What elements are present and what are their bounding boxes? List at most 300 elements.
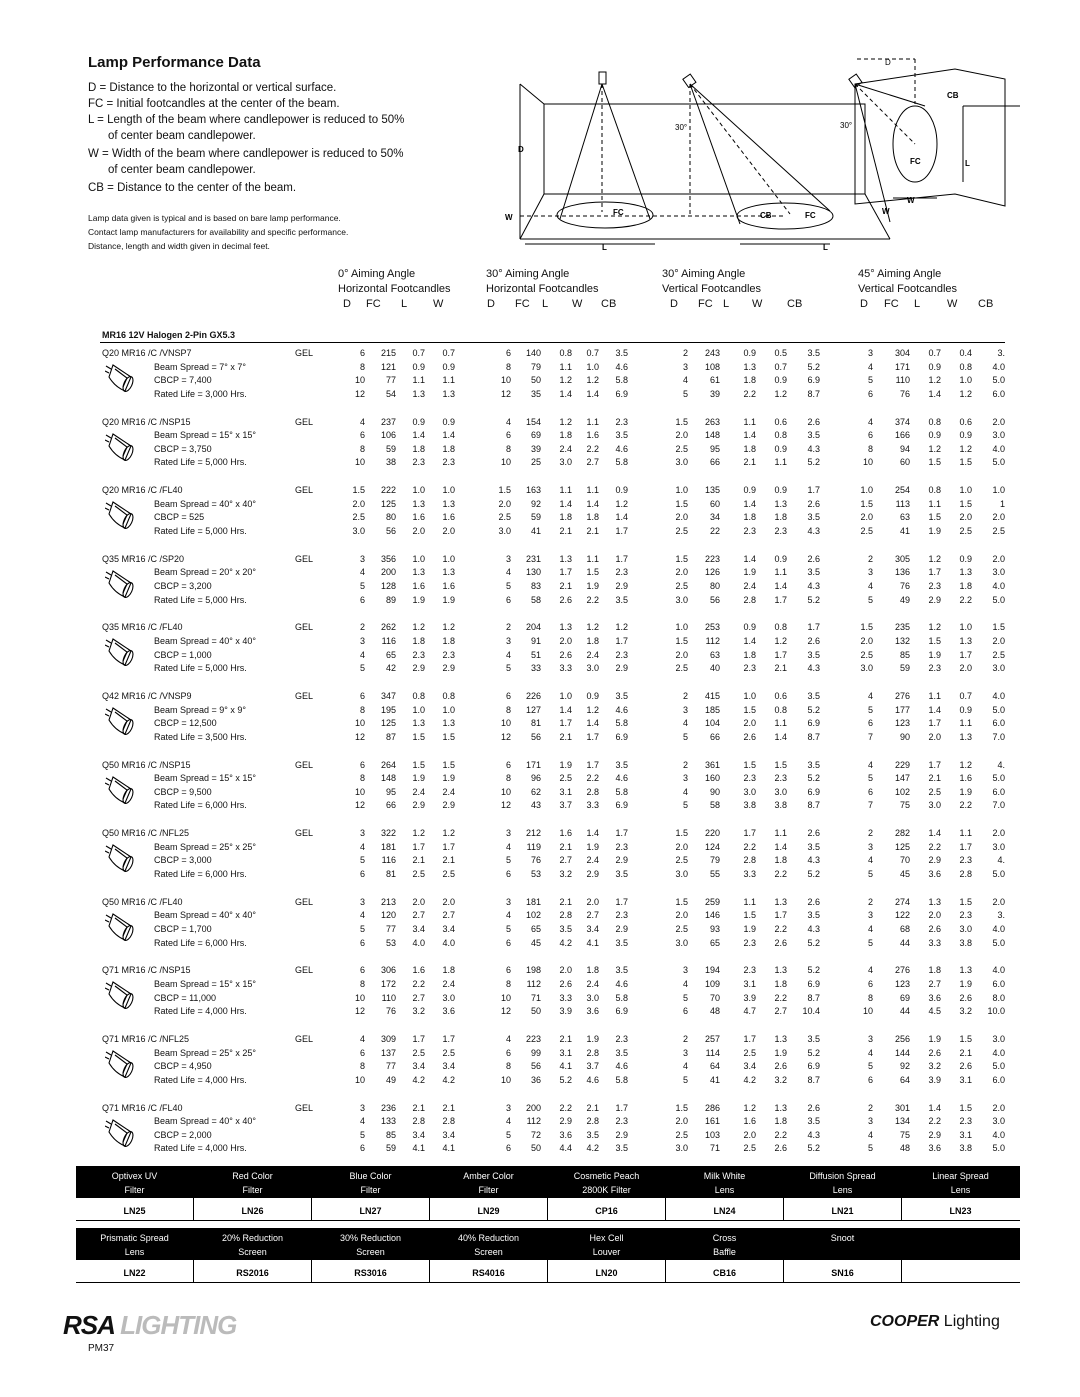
cell-value: 0.8 — [928, 416, 941, 427]
cell-value: 2.1 — [559, 1034, 572, 1044]
cell-value: 5 — [867, 594, 873, 605]
accessory-code: RS2016 — [236, 1268, 269, 1278]
cooper-logo — [870, 1313, 1000, 1331]
cell-value: 1.5 — [442, 731, 455, 742]
cell-value: 4 — [682, 1061, 688, 1072]
cell-value: 5 — [867, 869, 873, 879]
cell-value: 1.5 — [928, 636, 941, 646]
cell-value: 81 — [385, 869, 396, 879]
lamp-socket: GEL — [295, 759, 314, 770]
cell-value: 1.3 — [774, 1102, 787, 1113]
cell-value: 236 — [380, 1102, 396, 1113]
cell-value: 172 — [380, 979, 396, 989]
definition-line: FC = Initial footcandles at the center of the beam. — [88, 98, 340, 110]
cell-value: 1.5 — [586, 567, 599, 578]
cell-value: 2.1 — [559, 581, 572, 591]
cell-value: 2.5 — [992, 649, 1005, 660]
cell-value: 6.9 — [807, 1061, 820, 1072]
cell-value: 3.0 — [675, 1143, 688, 1154]
cell-value: 10 — [354, 992, 365, 1003]
cell-value: 4 — [505, 416, 511, 427]
cell-value: 3.2 — [559, 869, 572, 879]
cell-value: 10 — [500, 1074, 511, 1085]
cell-value: 7.0 — [992, 800, 1005, 811]
cell-value: 112 — [526, 1116, 541, 1127]
cell-value: 1.2 — [615, 498, 628, 509]
cell-value: 2.0 — [860, 512, 873, 523]
cell-value: 1.8 — [774, 1116, 787, 1127]
cell-value: 119 — [526, 841, 541, 852]
cell-value: 3.2 — [928, 1061, 941, 1072]
cell-value: 126 — [704, 567, 720, 578]
cell-value: 5.0 — [992, 869, 1005, 879]
cell-value: 1.7 — [615, 1102, 628, 1113]
lamp-spec: Rated Life = 3,000 Hrs. — [154, 388, 247, 399]
cell-value: 3.0 — [675, 869, 688, 879]
cell-value: 102 — [894, 786, 910, 797]
cell-value: 2.0 — [412, 526, 425, 536]
lamp-socket: GEL — [295, 1102, 314, 1113]
cell-value: 0.9 — [586, 691, 599, 701]
lamp-name: Q35 MR16 /C /SP20 — [102, 553, 185, 564]
cell-value: 3 — [682, 361, 688, 372]
cell-value: 0.8 — [774, 622, 787, 633]
cell-value: 154 — [525, 416, 541, 427]
cell-value: 1.0 — [743, 691, 756, 701]
cell-value: 2.7 — [442, 910, 455, 921]
cell-value: 2.5 — [412, 1047, 425, 1058]
cell-value: 5 — [359, 855, 365, 866]
cell-value: 1.6 — [743, 1116, 756, 1127]
accessory-type: Lens — [124, 1247, 145, 1257]
cell-value: 4 — [682, 375, 688, 386]
cell-value: 5 — [682, 992, 688, 1003]
cell-value: 12 — [500, 731, 511, 742]
cell-value: 4 — [867, 416, 873, 427]
cell-value: 76 — [899, 388, 910, 399]
cell-value: 3.0 — [743, 786, 756, 797]
cell-value: 3.4 — [412, 1061, 425, 1072]
cell-value: 2.0 — [928, 910, 941, 921]
cell-value: 1.7 — [615, 896, 628, 907]
cell-value: 4.2 — [559, 937, 572, 948]
cell-value: 2.3 — [743, 773, 756, 784]
cell-value: 6 — [359, 965, 365, 976]
cell-value: 3.0 — [774, 786, 787, 797]
cell-value: 2.5 — [675, 855, 688, 866]
cell-value: 2.0 — [675, 1116, 688, 1127]
cell-value: 63 — [899, 512, 910, 523]
lamp-spec: Rated Life = 6,000 Hrs. — [154, 869, 247, 879]
cell-value: 3.4 — [442, 924, 455, 934]
accessory-type: Filter — [360, 1185, 381, 1195]
cell-value: 2.1 — [442, 855, 455, 866]
cell-value: 3.8 — [743, 800, 756, 811]
cell-value: 4.0 — [992, 1047, 1005, 1058]
cell-value: 3.7 — [586, 1061, 599, 1072]
cell-value: 75 — [899, 800, 910, 811]
cell-value: 1.4 — [928, 388, 941, 399]
cell-value: 4.6 — [615, 361, 628, 372]
cell-value: 70 — [709, 992, 720, 1003]
cell-value: 8 — [505, 704, 511, 715]
cell-value: 3.3 — [928, 937, 941, 948]
cell-value: 77 — [385, 375, 396, 386]
cell-value: 3. — [997, 348, 1005, 358]
accessory-rule — [76, 1220, 1020, 1221]
cell-value: 3 — [867, 348, 873, 358]
cell-value: 147 — [894, 773, 910, 784]
cell-value: 1.3 — [412, 498, 425, 509]
cell-value: 2.6 — [559, 649, 572, 660]
angle-title: 0° Aiming Angle — [338, 268, 416, 280]
cell-value: 6 — [359, 430, 365, 441]
cell-value: 2.5 — [675, 581, 688, 591]
cell-value: 1.9 — [586, 841, 599, 852]
cell-value: 2.0 — [959, 512, 972, 523]
cell-value: 6.9 — [615, 731, 628, 742]
cell-value: 3 — [867, 567, 873, 578]
cell-value: 4 — [505, 841, 511, 852]
cell-value: 7.0 — [992, 731, 1005, 742]
cell-value: 41 — [530, 526, 541, 536]
cell-value: 5 — [505, 663, 511, 674]
cell-value: 1.7 — [743, 828, 756, 839]
cell-value: 6.9 — [807, 375, 820, 386]
cell-value: 2.0 — [442, 896, 455, 907]
cell-value: 2.1 — [559, 896, 572, 907]
lamp-spec: Beam Spread = 9° x 9° — [154, 704, 246, 715]
cell-value: 5.0 — [992, 1143, 1005, 1154]
cell-value: 1.7 — [928, 759, 941, 770]
cell-value: 2.6 — [959, 992, 972, 1003]
cell-value: 1.2 — [586, 704, 599, 715]
cell-value: 5 — [867, 704, 873, 715]
cell-value: 301 — [894, 1102, 910, 1113]
cell-value: 2.9 — [615, 663, 628, 674]
cell-value: 200 — [380, 567, 396, 578]
cell-value: 2.3 — [615, 910, 628, 921]
cell-value: 2.6 — [928, 924, 941, 934]
cell-value: 3.6 — [586, 1006, 599, 1017]
cell-value: 1.4 — [586, 828, 599, 839]
cell-value: 2.3 — [743, 526, 756, 536]
cell-value: 2.0 — [675, 910, 688, 921]
cell-value: 4.3 — [807, 663, 820, 674]
cell-value: 2.3 — [959, 1116, 972, 1127]
cell-value: 1.4 — [774, 731, 787, 742]
cell-value: 1.5 — [442, 759, 455, 770]
cell-value: 63 — [709, 649, 720, 660]
cell-value: 39 — [530, 443, 541, 454]
cell-value: 3.6 — [928, 1143, 941, 1154]
cell-value: 10 — [862, 457, 873, 468]
cell-value: 6 — [505, 937, 511, 948]
cell-value: 2.6 — [774, 937, 787, 948]
accessory-divider — [193, 1260, 194, 1282]
cell-value: 134 — [894, 1116, 910, 1127]
cell-value: 1.6 — [959, 773, 972, 784]
cell-value: 1.3 — [442, 388, 455, 399]
cell-value: 2.6 — [928, 1047, 941, 1058]
cell-value: 2.0 — [743, 718, 756, 729]
cell-value: 2.8 — [412, 1116, 425, 1127]
cell-value: 45 — [530, 937, 541, 948]
cell-value: 177 — [894, 704, 910, 715]
lamp-socket: GEL — [295, 348, 314, 358]
cell-value: 10 — [500, 718, 511, 729]
cell-value: 0.9 — [959, 430, 972, 441]
accessory-divider — [429, 1198, 430, 1220]
page-number: PM37 — [88, 1343, 115, 1354]
lamp-socket: GEL — [295, 896, 314, 907]
cell-value: 1.3 — [442, 498, 455, 509]
cell-value: 1.5 — [675, 636, 688, 646]
cell-value: 231 — [525, 553, 541, 564]
cell-value: 6 — [505, 1143, 511, 1154]
cooper-logo-light: Lighting — [939, 1313, 1000, 1330]
cell-value: 70 — [899, 855, 910, 866]
cell-value: 6 — [359, 691, 365, 701]
cell-value: 2.9 — [586, 869, 599, 879]
cell-value: 4 — [359, 910, 365, 921]
cell-value: 1.4 — [928, 704, 941, 715]
cell-value: 4.3 — [807, 526, 820, 536]
cell-value: 4.6 — [615, 773, 628, 784]
cell-value: 3.0 — [992, 430, 1005, 441]
cell-value: 5.0 — [992, 704, 1005, 715]
cell-value: 110 — [381, 992, 396, 1003]
cell-value: 8 — [359, 1061, 365, 1072]
cell-value: 2.4 — [743, 581, 756, 591]
label-cb-floor: CB — [760, 211, 772, 220]
cell-value: 4 — [505, 567, 511, 578]
cell-value: 2.8 — [442, 1116, 455, 1127]
cell-value: 85 — [385, 1129, 396, 1140]
cell-value: 3 — [505, 553, 511, 564]
cell-value: 1.0 — [442, 553, 455, 564]
cell-value: 2.6 — [959, 1061, 972, 1072]
cell-value: 2.8 — [743, 855, 756, 866]
cell-value: 92 — [899, 1061, 910, 1072]
accessory-code: LN24 — [713, 1206, 736, 1216]
cell-value: 1.2 — [959, 388, 972, 399]
cell-value: 90 — [709, 786, 720, 797]
cell-value: 1.5 — [992, 622, 1005, 633]
cell-value: 5.0 — [992, 1061, 1005, 1072]
accessory-name: Blue Color — [349, 1171, 392, 1181]
cell-value: 3.9 — [559, 1006, 572, 1017]
cell-value: 3.8 — [959, 937, 972, 948]
cell-value: 2.1 — [559, 731, 572, 742]
lamp-spec: Beam Spread = 40° x 40° — [154, 636, 257, 646]
label-d-left: D — [518, 145, 524, 154]
cell-value: 0.9 — [615, 485, 628, 496]
lamp-name: Q50 MR16 /C /NSP15 — [102, 759, 191, 770]
cell-value: 2.7 — [928, 979, 941, 989]
cell-value: 1.7 — [442, 841, 455, 852]
cell-value: 2.0 — [559, 636, 572, 646]
cell-value: 3.2 — [774, 1074, 787, 1085]
label-angle-wall: 30° — [840, 121, 853, 130]
cell-value: 2.0 — [586, 896, 599, 907]
cell-value: 1.1 — [928, 691, 941, 701]
cell-value: 55 — [709, 869, 720, 879]
cell-value: 125 — [380, 718, 396, 729]
cell-value: 2.0 — [675, 567, 688, 578]
accessory-code: LN23 — [949, 1206, 972, 1216]
column-header: D — [487, 298, 495, 310]
cell-value: 10.0 — [987, 1006, 1005, 1017]
cell-value: 286 — [704, 1102, 720, 1113]
cell-value: 4 — [359, 416, 365, 427]
cell-value: 1.7 — [959, 841, 972, 852]
cell-value: 140 — [525, 348, 541, 358]
cell-value: 2.3 — [442, 649, 455, 660]
cell-value: 2.3 — [442, 457, 455, 468]
cell-value: 5.2 — [807, 773, 820, 784]
lamp-socket: GEL — [295, 1034, 314, 1044]
cell-value: 4.0 — [992, 443, 1005, 454]
label-fc-mid: FC — [805, 211, 816, 220]
cell-value: 6 — [359, 1047, 365, 1058]
cell-value: 1.7 — [412, 841, 425, 852]
cell-value: 1.7 — [615, 636, 628, 646]
cell-value: 2.5 — [442, 869, 455, 879]
cell-value: 1.2 — [774, 388, 787, 399]
cell-value: 3.0 — [352, 526, 365, 536]
cell-value: 0.9 — [442, 361, 455, 372]
cell-value: 4.0 — [992, 691, 1005, 701]
cell-value: 3.7 — [559, 800, 572, 811]
cell-value: 3.6 — [442, 1006, 455, 1017]
note-line: Contact lamp manufacturers for availability and specific performance. — [88, 227, 349, 237]
cell-value: 2.5 — [992, 526, 1005, 536]
label-d-top: D — [885, 58, 891, 67]
cell-value: 2.7 — [412, 992, 425, 1003]
cell-value: 1.1 — [586, 485, 599, 496]
cell-value: 2.0 — [675, 649, 688, 660]
cell-value: 2.0 — [352, 498, 365, 509]
accessory-code: LN22 — [123, 1268, 146, 1278]
cell-value: 166 — [894, 430, 910, 441]
accessory-name: 40% Reduction — [457, 1233, 520, 1243]
cell-value: 2.1 — [559, 841, 572, 852]
cell-value: 1.1 — [774, 457, 787, 468]
cell-value: 114 — [705, 1047, 720, 1058]
cell-value: 56 — [385, 526, 396, 536]
cell-value: 1.5 — [498, 485, 511, 496]
cell-value: 146 — [704, 910, 720, 921]
cell-value: 1.0 — [959, 375, 972, 386]
cell-value: 3.3 — [559, 663, 572, 674]
cell-value: 1.3 — [774, 965, 787, 976]
lamp-icon — [105, 430, 145, 466]
cell-value: 215 — [380, 348, 396, 358]
cell-value: 125 — [380, 498, 396, 509]
accessory-code: CB16 — [712, 1268, 736, 1278]
accessory-type: Louver — [592, 1247, 621, 1257]
cell-value: 0.8 — [959, 361, 972, 372]
cell-value: 2.0 — [992, 1102, 1005, 1113]
cell-value: 5 — [505, 924, 511, 934]
cell-value: 2.9 — [615, 924, 628, 934]
cell-value: 95 — [709, 443, 720, 454]
cell-value: 56 — [530, 731, 541, 742]
cell-value: 2.2 — [586, 443, 599, 454]
cell-value: 12 — [354, 800, 365, 811]
cell-value: 1.5 — [959, 498, 972, 509]
cell-value: 3.0 — [675, 457, 688, 468]
cell-value: 3.5 — [807, 348, 820, 358]
cell-value: 3.0 — [559, 457, 572, 468]
cell-value: 1.2 — [928, 622, 941, 633]
lamp-name: Q50 MR16 /C /FL40 — [102, 896, 183, 907]
cell-value: 2.2 — [743, 841, 756, 852]
cell-value: 2.8 — [586, 1116, 599, 1127]
cell-value: 36 — [530, 1074, 541, 1085]
cell-value: 3.4 — [412, 1129, 425, 1140]
cell-value: 6 — [867, 430, 873, 441]
cell-value: 79 — [530, 361, 541, 372]
cell-value: 3.0 — [498, 526, 511, 536]
cell-value: 120 — [380, 910, 396, 921]
column-header: CB — [601, 298, 617, 310]
cell-value: 4 — [867, 361, 873, 372]
cell-value: 8 — [867, 443, 873, 454]
cell-value: 5.0 — [992, 375, 1005, 386]
cell-value: 195 — [380, 704, 396, 715]
lamp-spec: CBCP = 1,700 — [154, 924, 212, 934]
definition-line: D = Distance to the horizontal or vertical surface. — [88, 82, 337, 94]
cell-value: 2.6 — [559, 979, 572, 989]
cell-value: 8.7 — [807, 388, 820, 399]
cell-value: 6 — [359, 594, 365, 605]
cell-value: 71 — [709, 1143, 720, 1154]
cell-value: 2.5 — [352, 512, 365, 523]
cell-value: 2.0 — [675, 841, 688, 852]
cell-value: 2.7 — [586, 457, 599, 468]
cell-value: 2.9 — [412, 663, 425, 674]
cell-value: 5 — [682, 1074, 688, 1085]
cell-value: 4 — [505, 649, 511, 660]
cell-value: 2.1 — [442, 1102, 455, 1113]
cell-value: 2.7 — [774, 1006, 787, 1017]
cell-value: 59 — [385, 443, 396, 454]
section-title: MR16 12V Halogen 2-Pin GX5.3 — [102, 330, 236, 340]
column-header: FC — [515, 298, 530, 310]
cell-value: 10 — [354, 1074, 365, 1085]
cell-value: 3.5 — [586, 1129, 599, 1140]
cell-value: 1.9 — [586, 581, 599, 591]
cell-value: 2.1 — [959, 1047, 972, 1058]
cell-value: 2.1 — [586, 1102, 599, 1113]
accessory-divider — [665, 1260, 666, 1282]
cell-value: 2.4 — [586, 979, 599, 989]
cell-value: 6 — [505, 594, 511, 605]
cell-value: 0.6 — [774, 691, 787, 701]
cell-value: 59 — [530, 512, 541, 523]
cell-value: 2.0 — [442, 526, 455, 536]
accessory-type: Screen — [474, 1247, 503, 1257]
cell-value: 1.2 — [959, 443, 972, 454]
cell-value: 1.5 — [928, 457, 941, 468]
cell-value: 1 — [999, 498, 1005, 509]
cell-value: 5 — [682, 388, 688, 399]
cell-value: 3 — [867, 910, 873, 921]
cell-value: 1.2 — [928, 375, 941, 386]
definition-line: of center beam candlepower. — [108, 164, 256, 176]
